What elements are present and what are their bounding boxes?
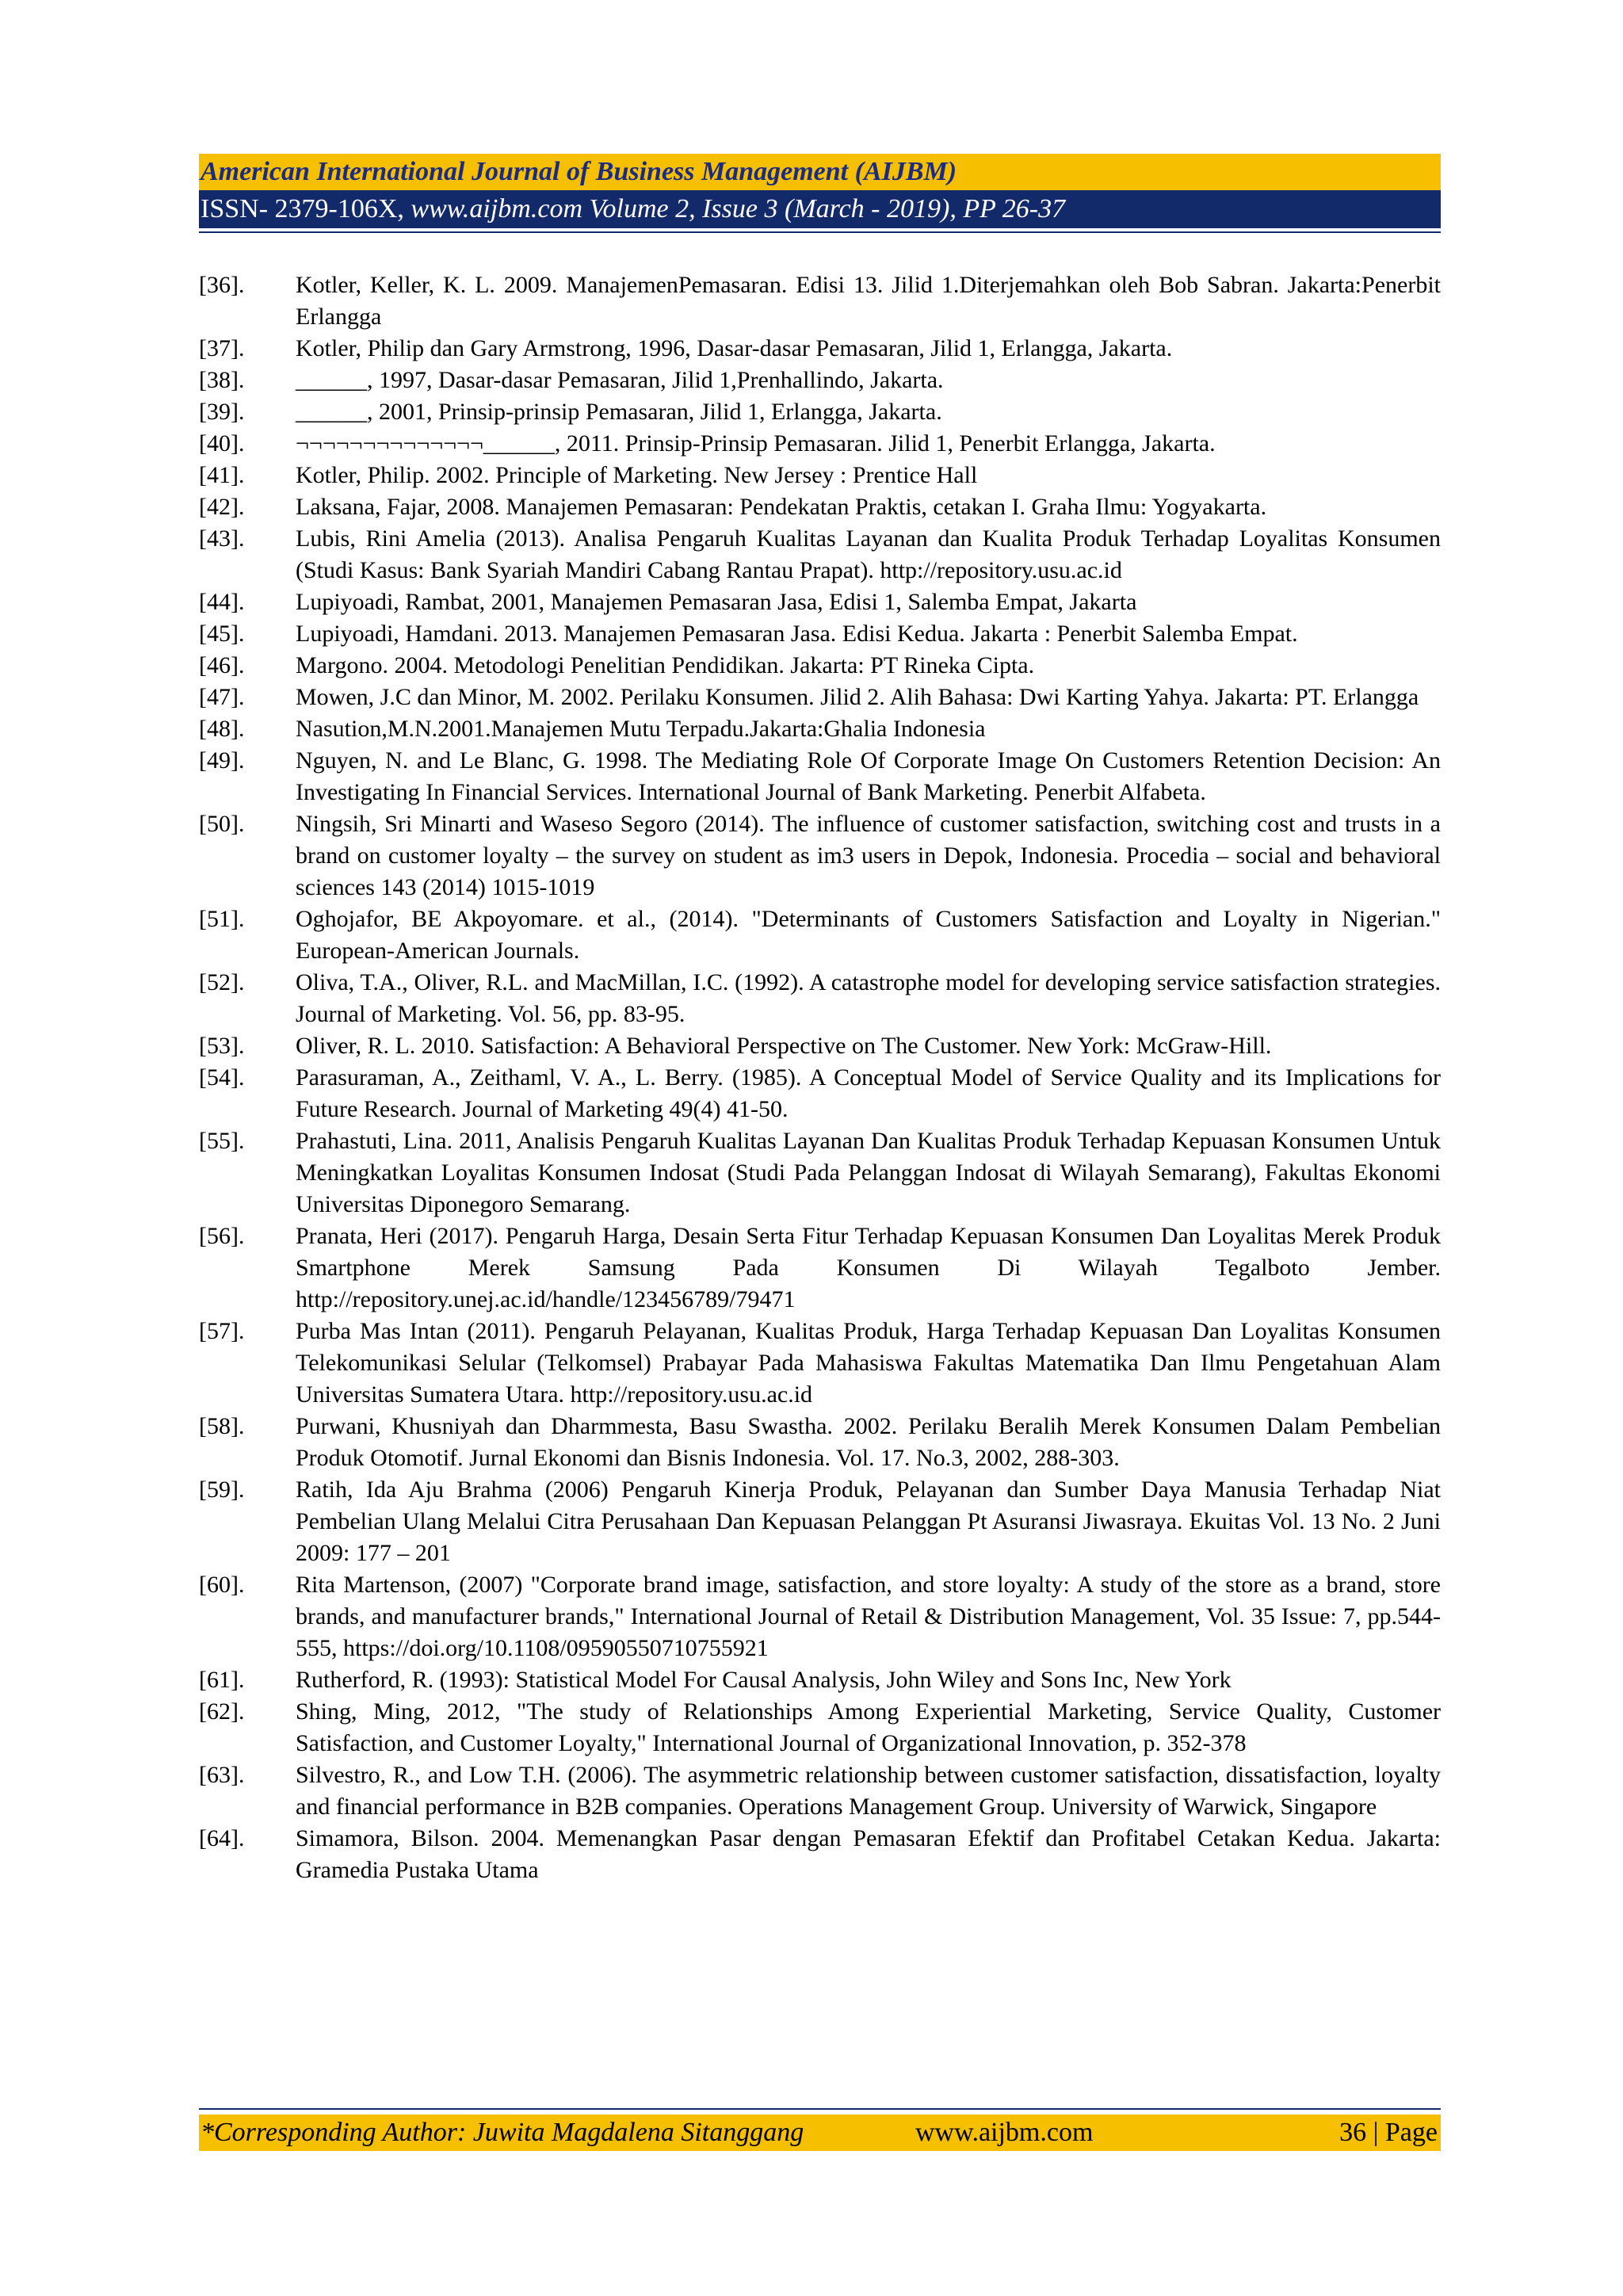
reference-item: [199, 1411, 1441, 1474]
reference-text: Oliver, R. L. 2010. Satisfaction: A Behavioral Perspective on The Customer. New York: McGraw-Hill.: [296, 1033, 1272, 1059]
reference-item: [199, 1062, 1441, 1125]
reference-text: Oghojafor, BE Akpoyomare. et al., (2014). "Determinants of Customers Satisfaction and Loyalty in Nigerian." European-American Journals.: [296, 906, 1441, 964]
reference-text: Lupiyoadi, Hamdani. 2013. Manajemen Pemasaran Jasa. Edisi Kedua. Jakarta : Penerbit Salemba Empat.: [296, 621, 1298, 647]
reference-number: [46].: [199, 652, 245, 678]
reference-number: [44].: [199, 589, 245, 615]
reference-number: [61].: [199, 1667, 245, 1693]
reference-item: [199, 1474, 1441, 1569]
header-divider: [199, 231, 1441, 233]
reference-text: Laksana, Fajar, 2008. Manajemen Pemasaran: Pendekatan Praktis, cetakan I. Graha Ilmu: Yogyakarta.: [296, 494, 1267, 520]
reference-item: [199, 1030, 1441, 1062]
reference-text: Kotler, Philip. 2002. Principle of Marketing. New Jersey : Prentice Hall: [296, 462, 978, 488]
issn-prefix: ISSN- 2379-106X,: [200, 194, 411, 223]
reference-number: [52].: [199, 969, 245, 995]
reference-text: Simamora, Bilson. 2004. Memenangkan Pasar dengan Pemasaran Efektif dan Profitabel Cetakan Kedua. Jakarta: Gramedia Pustaka Utama: [296, 1825, 1441, 1883]
reference-item: [199, 650, 1441, 682]
reference-item: [199, 1759, 1441, 1823]
reference-number: [37].: [199, 335, 245, 361]
footer-divider: [199, 2108, 1441, 2110]
reference-text: ______, 1997, Dasar-dasar Pemasaran, Jilid 1,Prenhallindo, Jakarta.: [296, 367, 944, 393]
reference-item: [199, 682, 1441, 713]
reference-text: Kotler, Philip dan Gary Armstrong, 1996, Dasar-dasar Pemasaran, Jilid 1, Erlangga, Jakarta.: [296, 335, 1173, 361]
reference-item: [199, 1125, 1441, 1221]
page-number: 36 | Page: [1339, 2118, 1438, 2147]
reference-text: Lupiyoadi, Rambat, 2001, Manajemen Pemasaran Jasa, Edisi 1, Salemba Empat, Jakarta: [296, 589, 1137, 615]
reference-text: Prahastuti, Lina. 2011, Analisis Pengaruh Kualitas Layanan Dan Kualitas Produk Terhadap Kepuasan Konsumen Untuk Meningkatkan Loyalitas Konsumen Indosat (Studi Pada Pelanggan Indosat di Wilayah Semarang), Fakultas Ekonomi Universitas Diponegoro Semarang.: [296, 1128, 1441, 1217]
reference-text: Mowen, J.C dan Minor, M. 2002. Perilaku Konsumen. Jilid 2. Alih Bahasa: Dwi Karting Yahya. Jakarta: PT. Erlangga: [296, 684, 1419, 710]
reference-text: Shing, Ming, 2012, "The study of Relationships Among Experiential Marketing, Service Quality, Customer Satisfaction, and Customer Loyalty," International Journal of Organizational Innovation, p. 352-378: [296, 1698, 1441, 1756]
reference-text: Rutherford, R. (1993): Statistical Model For Causal Analysis, John Wiley and Sons Inc, New York: [296, 1667, 1232, 1693]
reference-text: Parasuraman, A., Zeithaml, V. A., L. Berry. (1985). A Conceptual Model of Service Quality and its Implications for Future Research. Journal of Marketing 49(4) 41-50.: [296, 1064, 1441, 1122]
reference-number: [38].: [199, 367, 245, 393]
reference-number: [58].: [199, 1413, 245, 1439]
reference-text: Ratih, Ida Aju Brahma (2006) Pengaruh Kinerja Produk, Pelayanan dan Sumber Daya Manusia Terhadap Niat Pembelian Ulang Melalui Citra Perusahaan Dan Kepuasan Pelanggan Pt Asuransi Jiwasraya. Ekuitas Vol. 13 No. 2 Juni 2009: 177 – 201: [296, 1477, 1441, 1566]
reference-item: [199, 269, 1441, 333]
reference-number: [59].: [199, 1477, 245, 1503]
reference-item: [199, 396, 1441, 428]
reference-item: [199, 586, 1441, 618]
reference-item: [199, 460, 1441, 491]
reference-number: [64].: [199, 1825, 245, 1851]
reference-number: [42].: [199, 494, 245, 520]
reference-number: [54].: [199, 1064, 245, 1091]
reference-text: Rita Martenson, (2007) "Corporate brand image, satisfaction, and store loyalty: A study of the store as a brand, store brands, and manufacturer brands," International Journal of Retail & Distribution Management, Vol. 35 Issue: 7, pp.544-555, https://doi.org/10.1108/09590550710755921: [296, 1572, 1441, 1661]
reference-number: [51].: [199, 906, 245, 932]
reference-item: [199, 713, 1441, 745]
reference-text: Pranata, Heri (2017). Pengaruh Harga, Desain Serta Fitur Terhadap Kepuasan Konsumen Dan Loyalitas Merek Produk Smartphone Merek Samsung Pada Konsumen Di Wilayah Tegalboto Jember. http://repository.unej.ac.id/handle/123456789/79471: [296, 1223, 1441, 1312]
reference-item: [199, 745, 1441, 808]
reference-item: [199, 808, 1441, 904]
reference-item: [199, 1823, 1441, 1886]
reference-number: [49].: [199, 747, 245, 774]
reference-item: [199, 1316, 1441, 1411]
reference-number: [48].: [199, 716, 245, 742]
reference-item: [199, 1569, 1441, 1664]
reference-item: [199, 365, 1441, 396]
reference-item: [199, 904, 1441, 967]
reference-text: Silvestro, R., and Low T.H. (2006). The asymmetric relationship between customer satisfaction, dissatisfaction, loyalty and financial performance in B2B companies. Operations Management Group. University of Warwick, Singapore: [296, 1762, 1441, 1820]
reference-number: [63].: [199, 1762, 245, 1788]
reference-item: [199, 1664, 1441, 1696]
reference-number: [39].: [199, 399, 245, 425]
reference-number: [55].: [199, 1128, 245, 1154]
reference-text: Kotler, Keller, K. L. 2009. ManajemenPemasaran. Edisi 13. Jilid 1.Diterjemahkan oleh Bob Sabran. Jakarta:Penerbit Erlangga: [296, 272, 1441, 330]
journal-issn-line: [199, 190, 1441, 228]
reference-item: [199, 1696, 1441, 1759]
reference-number: [36].: [199, 272, 245, 298]
reference-number: [47].: [199, 684, 245, 710]
reference-item: [199, 333, 1441, 365]
reference-number: [62].: [199, 1698, 245, 1725]
footer-bar: [199, 2115, 1441, 2151]
journal-header: [199, 154, 1441, 233]
reference-number: [41].: [199, 462, 245, 488]
reference-text: Ningsih, Sri Minarti and Waseso Segoro (2014). The influence of customer satisfaction, switching cost and trusts in a brand on customer loyalty – the survey on student as im3 users in Depok, Indonesia. Procedia – social and behavioral sciences 143 (2014) 1015-1019: [296, 811, 1441, 900]
reference-text: Lubis, Rini Amelia (2013). Analisa Pengaruh Kualitas Layanan dan Kualita Produk Terhadap Loyalitas Konsumen (Studi Kasus: Bank Syariah Mandiri Cabang Rantau Prapat). http://repository.usu.ac.id: [296, 525, 1441, 583]
reference-number: [40].: [199, 430, 245, 457]
reference-number: [53].: [199, 1033, 245, 1059]
reference-text: Oliva, T.A., Oliver, R.L. and MacMillan, I.C. (1992). A catastrophe model for developing service satisfaction strategies. Journal of Marketing. Vol. 56, pp. 83-95.: [296, 969, 1441, 1027]
reference-item: [199, 967, 1441, 1030]
corresponding-author: *Corresponding Author: Juwita Magdalena Sitanggang: [200, 2118, 804, 2147]
issn-details: www.aijbm.com Volume 2, Issue 3 (March - 2019), PP 26-37: [411, 194, 1066, 223]
footer-website: www.aijbm.com: [915, 2118, 1094, 2147]
reference-text: ¬¬¬¬¬¬¬¬¬¬¬¬¬¬______, 2011. Prinsip-Prinsip Pemasaran. Jilid 1, Penerbit Erlangga, Jakarta.: [296, 430, 1216, 457]
reference-number: [60].: [199, 1572, 245, 1598]
reference-number: [45].: [199, 621, 245, 647]
reference-number: [56].: [199, 1223, 245, 1249]
reference-text: Nasution,M.N.2001.Manajemen Mutu Terpadu.Jakarta:Ghalia Indonesia: [296, 716, 986, 742]
reference-item: [199, 618, 1441, 650]
page-footer: [199, 2108, 1441, 2151]
reference-number: [57].: [199, 1318, 245, 1344]
reference-number: [43].: [199, 525, 245, 552]
reference-text: Margono. 2004. Metodologi Penelitian Pendidikan. Jakarta: PT Rineka Cipta.: [296, 652, 1035, 678]
reference-text: Purwani, Khusniyah dan Dharmmesta, Basu Swastha. 2002. Perilaku Beralih Merek Konsumen Dalam Pembelian Produk Otomotif. Jurnal Ekonomi dan Bisnis Indonesia. Vol. 17. No.3, 2002, 288-303.: [296, 1413, 1441, 1471]
reference-item: [199, 428, 1441, 460]
reference-text: Nguyen, N. and Le Blanc, G. 1998. The Mediating Role Of Corporate Image On Customers Retention Decision: An Investigating In Financial Services. International Journal of Bank Marketing. Penerbit Alfabeta.: [296, 747, 1441, 805]
reference-list: [199, 269, 1441, 1886]
reference-item: [199, 523, 1441, 586]
reference-item: [199, 491, 1441, 523]
reference-item: [199, 1221, 1441, 1316]
journal-title: American International Journal of Business Management (AIJBM): [199, 154, 1441, 190]
reference-number: [50].: [199, 811, 245, 837]
reference-text: Purba Mas Intan (2011). Pengaruh Pelayanan, Kualitas Produk, Harga Terhadap Kepuasan Dan Loyalitas Konsumen Telekomunikasi Selular (Telkomsel) Prabayar Pada Mahasiswa Fakultas Matematika Dan Ilmu Pengetahuan Alam Universitas Sumatera Utara. http://repository.usu.ac.id: [296, 1318, 1441, 1408]
reference-text: ______, 2001, Prinsip-prinsip Pemasaran, Jilid 1, Erlangga, Jakarta.: [296, 399, 942, 425]
